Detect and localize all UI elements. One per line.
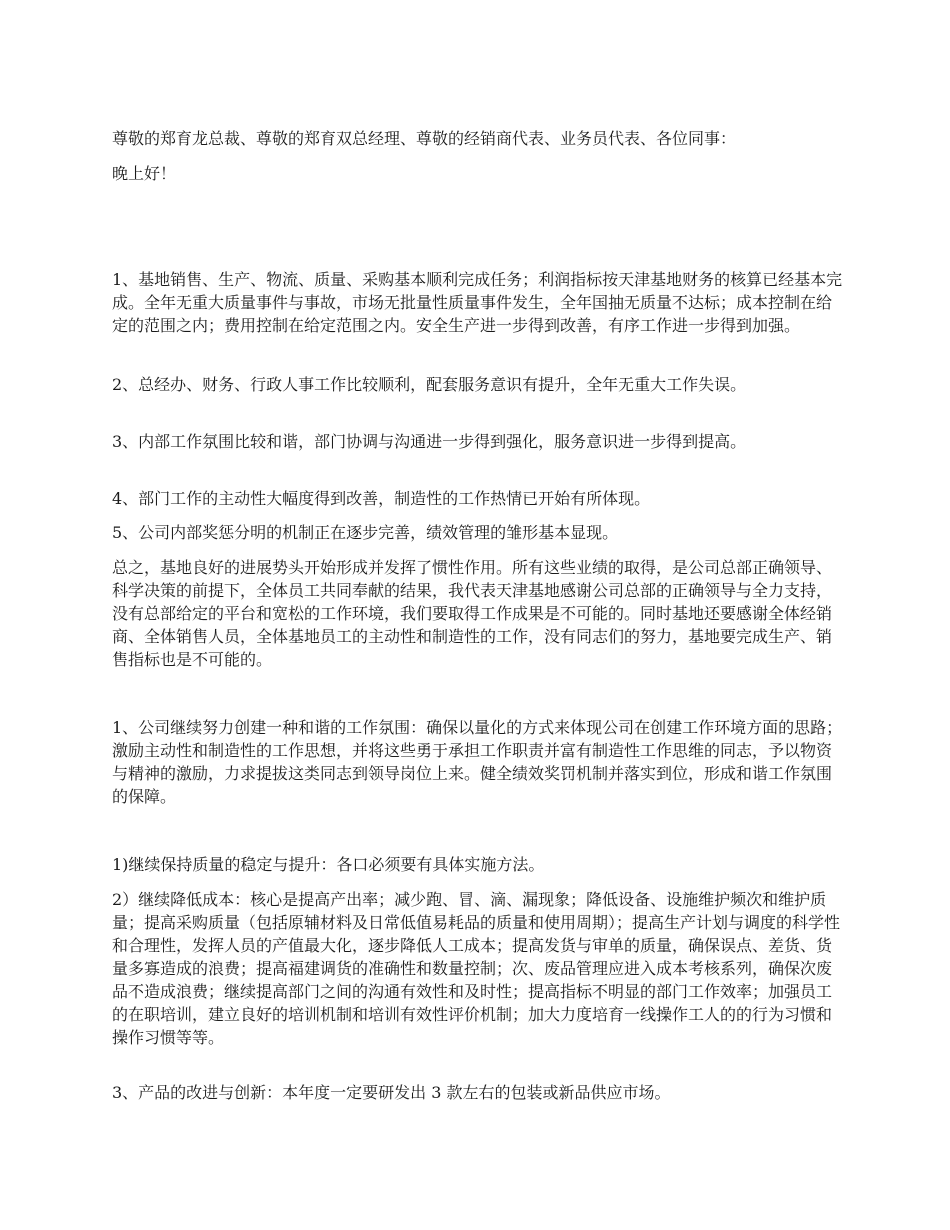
- achievement-item: 5、公司内部奖惩分明的机制正在逐步完善，绩效管理的雏形基本显现。: [112, 523, 619, 542]
- achievement-item: 4、部门工作的主动性大幅度得到改善，制造性的工作热情已开始有所体现。: [112, 489, 651, 508]
- plan-item: 1、公司继续努力创建一种和谐的工作氛围：确保以量化的方式来体现公司在创建工作环境方面的思路；激励主动性和制造性的工作思想，并将这些勇于承担工作职责并富有制造性工作思维的同志，予以物资与精神的激励，力求提拔这类同志到领导岗位上来。健全绩效奖罚机制并落实到位，形成和谐工作氛围的保障。: [112, 718, 843, 806]
- plan-subitem: 1)继续保持质量的稳定与提升：各口必须要有具体实施方法。: [112, 855, 545, 874]
- salutation: 尊敬的郑育龙总裁、尊敬的郑育双总经理、尊敬的经销商代表、业务员代表、各位同事：: [112, 129, 737, 148]
- achievement-item: 2、总经办、财务、行政人事工作比较顺利，配套服务意识有提升，全年无重大工作失误。: [112, 375, 747, 394]
- summary-paragraph: 总之，基地良好的进展势头开始形成并发挥了惯性作用。所有这些业绩的取得，是公司总部正确领导、科学决策的前提下，全体员工共同奉献的结果，我代表天津基地感谢公司总部的正确领导与全力支持，没有总部给定的平台和宽松的工作环境，我们要取得工作成果是不可能的。同时基地还要感谢全体经销商、全体销售人员，全体基地员工的主动性和制造性的工作，没有同志们的努力，基地要完成生产、销售指标也是不可能的。: [112, 558, 833, 669]
- plan-item: 3、产品的改进与创新：本年度一定要研发出 3 款左右的包装或新品供应市场。: [112, 1083, 671, 1102]
- plan-subitem: 2）继续降低成本：核心是提高产出率；减少跑、冒、滴、漏现象；降低设备、设施维护频次和维护质量；提高采购质量（包括原辅材料及日常低值易耗品的质量和使用周期）；提高生产计划与调度的科学性和合理性，发挥人员的产值最大化，逐步降低人工成本；提高发货与审单的质量，确保误点、差货、货量多寡造成的浪费；提高福建调货的准确性和数量控制；次、废品管理应进入成本考核系列，确保次废品不造成浪费；继续提高部门之间的沟通有效性和及时性；提高指标不明显的部门工作效率；加强员工的在职培训，建立良好的培训机制和培训有效性评价机制；加大力度培育一线操作工人的的行为习惯和操作习惯等等。: [112, 890, 841, 1047]
- achievement-item: 3、内部工作氛围比较和谐，部门协调与沟通进一步得到强化，服务意识进一步得到提高。: [112, 432, 747, 451]
- achievement-item: 1、基地销售、生产、物流、质量、采购基本顺利完成任务；利润指标按天津基地财务的核算已经基本完成。全年无重大质量事件与事故，市场无批量性质量事件发生，全年国抽无质量不达标；成本控制在给定的范围之内；费用控制在给定范围之内。安全生产进一步得到改善，有序工作进一步得到加强。: [112, 270, 843, 335]
- greeting: 晚上好！: [112, 164, 177, 183]
